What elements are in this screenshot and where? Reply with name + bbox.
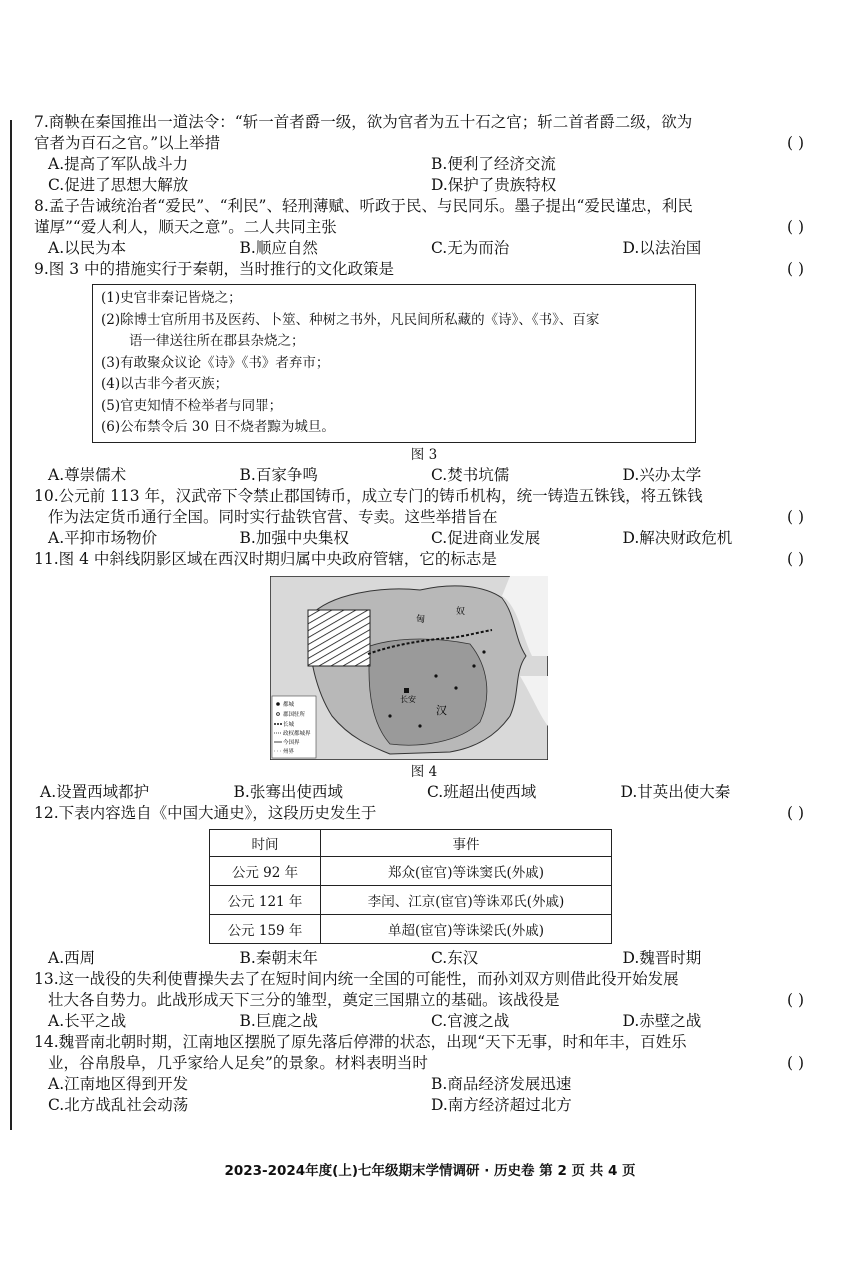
figure-3-item: (3)有敢聚众议论《诗》《书》者弃市；	[101, 354, 330, 371]
q13-option-c[interactable]: C.官渡之战	[431, 1011, 510, 1030]
map-label-nu: 奴	[456, 606, 466, 617]
table-cell: 公元 159 年	[210, 914, 321, 943]
q8-option-d[interactable]: D.以法治国	[622, 239, 702, 257]
figure-3-item: 语一律送往所在郡县杂烧之；	[129, 333, 305, 349]
legend-regime-border: 政权都城界	[283, 730, 311, 737]
legend-national-border: 今国界	[283, 739, 300, 746]
answer-blank[interactable]: ( )	[786, 1053, 804, 1072]
figure-3-box	[92, 284, 696, 443]
question-11	[34, 549, 814, 803]
legend-capital: 都城	[283, 701, 295, 708]
q9-option-b[interactable]: B.百家争鸣	[239, 465, 318, 484]
q13-stem-line2: 壮大各自势力。此战形成天下三分的雏型，奠定三国鼎立的基础。该战役是 ( )	[48, 990, 804, 1009]
q10-option-d[interactable]: D.解决财政危机	[622, 528, 733, 547]
capital-marker	[404, 688, 409, 693]
q14-stem-line1: 14.魏晋南北朝时期，江南地区摆脱了原先落后停滞的状态，出现“天下无事，时和年丰，百姓乐	[34, 1032, 687, 1051]
q7-stem-line2: 官者为百石之官。”以上举措 ( )	[34, 134, 804, 152]
question-8	[34, 196, 814, 259]
q9-option-d[interactable]: D.兴办太学	[622, 465, 702, 484]
table-header-time: 时间	[210, 829, 321, 856]
q10-option-b[interactable]: B.加强中央集权	[239, 528, 349, 547]
question-12	[34, 803, 814, 969]
q8-stem-line1: 8.孟子告诫统治者“爱民”、“利民”、轻刑薄赋、听政于民、与民同乐。墨子提出“爱民谨忠，利民	[34, 197, 693, 215]
legend-state-border: 州界	[283, 748, 295, 755]
q9-option-c[interactable]: C.焚书坑儒	[431, 465, 510, 484]
map-label-changan: 长安	[400, 694, 416, 704]
map-label-xiong: 匈	[416, 614, 426, 625]
q7-option-b[interactable]: B.便利了经济交流	[431, 155, 556, 173]
figure-3-item: (2)除博士官所用书及医药、卜筮、种树之书外，凡民间所私藏的《诗》、《书》、百家	[101, 311, 600, 328]
figure-3-item: (1)史官非秦记皆烧之；	[101, 290, 242, 306]
q11-option-c[interactable]: C.班超出使西域	[427, 782, 537, 801]
table-row	[210, 914, 612, 943]
table-cell: 李闰、江京(宦官)等诛邓氏(外戚)	[321, 885, 612, 914]
q11-option-a[interactable]: A.设置西域都护	[40, 782, 150, 801]
table-header-event: 事件	[321, 829, 612, 856]
table-header-row	[210, 829, 612, 856]
answer-blank[interactable]: ( )	[786, 134, 804, 152]
legend-great-wall: 长城	[283, 721, 295, 728]
q7-stem-line1: 7.商鞅在秦国推出一道法令：“斩一首者爵一级，欲为官者为五十石之官；斩二首者爵二级，欲为	[34, 113, 693, 131]
q14-option-c[interactable]: C.北方战乱社会动荡	[48, 1095, 189, 1114]
q9-stem-line1: 9.图 3 中的措施实行于秦朝，当时推行的文化政策是 ( )	[34, 260, 804, 278]
q10-stem-line1: 10.公元前 113 年，汉武帝下令禁止郡国铸币，成立专门的铸币机构，统一铸造五铢钱，将五铢钱	[34, 486, 703, 505]
answer-blank[interactable]: ( )	[786, 549, 804, 568]
exam-page	[34, 112, 814, 1116]
q13-option-d[interactable]: D.赤壁之战	[622, 1011, 702, 1030]
figure-3-item: (4)以古非今者灭族；	[101, 376, 229, 392]
answer-blank[interactable]: ( )	[786, 260, 804, 278]
q14-stem-line2: 业，谷帛殷阜，几乎家给人足矣”的景象。材料表明当时 ( )	[48, 1053, 804, 1072]
figure-4-caption: 图 4	[410, 763, 438, 780]
question-13	[34, 969, 814, 1032]
q7-option-c[interactable]: C.促进了思想大解放	[48, 176, 189, 194]
q7-option-a[interactable]: A.提高了军队战斗力	[48, 155, 189, 173]
q13-stem-line1: 13.这一战役的失利使曹操失去了在短时间内统一全国的可能性，而孙刘双方则借此役开始发展	[34, 969, 679, 988]
q11-stem-line1: 11.图 4 中斜线阴影区域在西汉时期归属中央政府管辖，它的标志是 ( )	[34, 549, 804, 568]
figure-3-caption: 图 3	[410, 446, 438, 463]
q12-option-d[interactable]: D.魏晋时期	[622, 948, 702, 967]
q12-option-b[interactable]: B.秦朝末年	[239, 948, 318, 967]
q8-option-c[interactable]: C.无为而治	[431, 239, 510, 257]
q10-stem-line2: 作为法定货币通行全国。同时实行盐铁官营、专卖。这些举措旨在 ( )	[48, 507, 804, 526]
answer-blank[interactable]: ( )	[786, 990, 804, 1009]
q14-option-d[interactable]: D.南方经济超过北方	[431, 1095, 572, 1114]
table-row	[210, 885, 612, 914]
table-cell: 公元 92 年	[210, 856, 321, 885]
table-row	[210, 856, 612, 885]
q13-option-a[interactable]: A.长平之战	[48, 1011, 127, 1030]
figure-3-item: (5)官吏知情不检举者与同罪；	[101, 397, 283, 414]
q10-option-a[interactable]: A.平抑市场物价	[48, 528, 158, 547]
question-7	[34, 112, 814, 196]
table-cell: 郑众(宦官)等诛窦氏(外戚)	[321, 856, 612, 885]
q10-option-c[interactable]: C.促进商业发展	[431, 528, 541, 547]
answer-blank[interactable]: ( )	[786, 218, 804, 236]
q12-stem-line1: 12.下表内容选自《中国大通史》，这段历史发生于 ( )	[34, 803, 804, 822]
q11-option-d[interactable]: D.甘英出使大秦	[620, 782, 731, 801]
q12-option-c[interactable]: C.东汉	[431, 948, 479, 967]
table-cell: 公元 121 年	[210, 885, 321, 914]
legend-prefecture: 郡国驻所	[283, 711, 306, 718]
answer-blank[interactable]: ( )	[786, 507, 804, 526]
western-han-map	[270, 576, 548, 760]
table-cell: 单超(宦官)等诛梁氏(外戚)	[321, 914, 612, 943]
q14-option-a[interactable]: A.江南地区得到开发	[48, 1074, 189, 1093]
margin-line	[10, 120, 12, 1130]
question-10	[34, 486, 814, 549]
q9-option-a[interactable]: A.尊崇儒术	[48, 465, 127, 484]
q8-option-b[interactable]: B.顺应自然	[239, 239, 318, 257]
question-14	[34, 1032, 814, 1116]
question-9	[34, 259, 814, 486]
q11-option-b[interactable]: B.张骞出使西域	[233, 782, 343, 801]
q13-option-b[interactable]: B.巨鹿之战	[239, 1011, 318, 1030]
figure-3-item: (6)公布禁令后 30 日不烧者黥为城旦。	[101, 419, 335, 435]
q12-option-a[interactable]: A.西周	[48, 948, 96, 967]
q8-option-a[interactable]: A.以民为本	[48, 239, 127, 257]
q7-option-d[interactable]: D.保护了贵族特权	[431, 176, 557, 194]
q8-stem-line2: 谨厚”“爱人利人，顺天之意”。二人共同主张 ( )	[34, 218, 804, 236]
page-footer: 2023-2024年度(上)七年级期末学情调研 · 历史卷 第 2 页 共 4 页	[224, 1163, 636, 1179]
map-label-han: 汉	[436, 703, 447, 717]
answer-blank[interactable]: ( )	[786, 803, 804, 822]
history-table	[209, 829, 612, 944]
q14-option-b[interactable]: B.商品经济发展迅速	[431, 1074, 572, 1093]
